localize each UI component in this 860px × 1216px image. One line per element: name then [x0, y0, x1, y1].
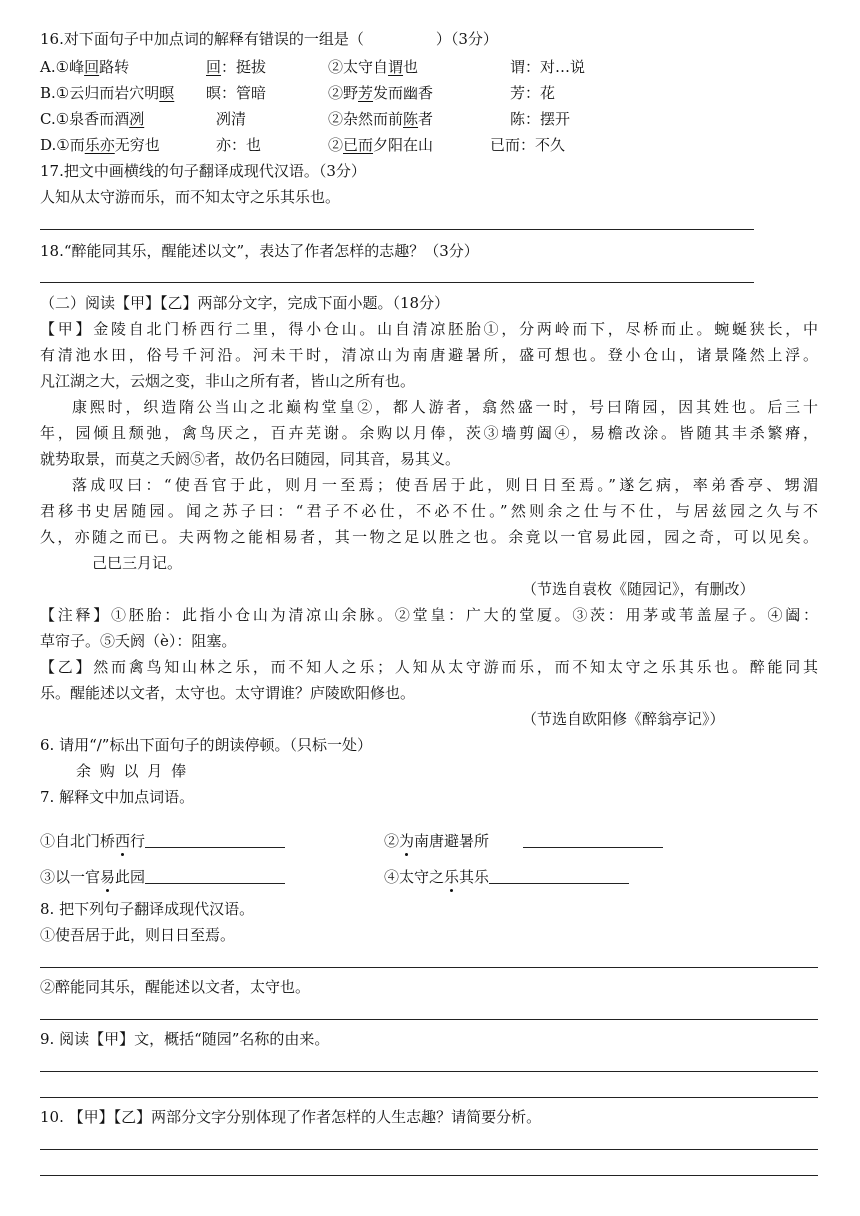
- option-text: 路转: [99, 58, 130, 76]
- q7-answer-blank-3[interactable]: [145, 867, 285, 884]
- dotted-word: 西: [115, 832, 131, 850]
- underlined-word: 暝: [159, 84, 175, 102]
- passage-line: 康熙时，织造隋公当山之北巅构堂皇②，都人游者，翕然盛一时，号曰隋园，因其姓也。后三十: [72, 398, 818, 416]
- passage-date: 己巳三月记。: [92, 554, 183, 572]
- q8-sentence-2: ②醉能同其乐，醒能述以文者，太守也。: [40, 978, 311, 996]
- q16-a-e2: [510, 56, 585, 77]
- notes-line: 【注释】①胚胎：此指小仓山为清凉山余脉。②堂皇：广大的堂厦。③茨：用茅或苇盖屋子。④阖：: [40, 606, 818, 624]
- gloss-text: ：也: [231, 136, 262, 154]
- q7-item-1: [40, 830, 285, 851]
- gloss-word: 陈: [510, 110, 526, 128]
- dotted-word: 为: [399, 832, 415, 850]
- passage-line: 凡江湖之大，云烟之变，非山之所有者，皆山之所有也。: [40, 372, 416, 390]
- q16-stem-score: ）（3分）: [435, 30, 498, 48]
- q7-item-text: 其乐: [459, 868, 490, 886]
- option-text: 峰: [69, 58, 85, 76]
- passage-line: 就势取景，而莫之夭阏⑤者，故仍名曰随园，同其音，易其义。: [40, 450, 461, 468]
- passage-line: 年，园倾且颓弛，禽鸟厌之，百卉芜谢。余购以月俸，茨③墙剪阖④，易檐改涂。皆随其丰杀繁瘠，: [40, 424, 818, 442]
- q16-stem-text: 16.对下面句子中加点词的解释有错误的一组是（: [40, 30, 364, 48]
- gloss-text: ：摆开: [525, 110, 571, 128]
- q16-c-e1: [216, 108, 246, 129]
- passage-line: 君移书史居随园。闻之苏子曰：“君子不必仕，不必不仕。”然则余之仕与不仕，与居兹园之久与不: [40, 502, 818, 520]
- q7-stem: 7. 解释文中加点词语。: [40, 788, 195, 806]
- q7-item-text: ④太守之: [384, 868, 445, 886]
- option-text: ②野: [328, 84, 359, 102]
- q7-item-text: ③以一官: [40, 868, 101, 886]
- q16-b-s2: [328, 82, 433, 103]
- q16-c-s2: [328, 108, 433, 129]
- q10-answer-line-1[interactable]: [40, 1149, 818, 1150]
- q16-c-s1: [40, 108, 144, 129]
- underlined-word: 乐亦: [84, 136, 115, 154]
- q16-d-s2: [328, 134, 433, 155]
- gloss-word: 亦: [216, 136, 232, 154]
- q7-item-text: ②: [384, 832, 400, 850]
- q16-b-s1: [40, 82, 174, 103]
- q10-answer-line-2[interactable]: [40, 1175, 818, 1176]
- underlined-word: 芳: [358, 84, 374, 102]
- gloss-word: 芳: [510, 84, 526, 102]
- underlined-word: 冽: [129, 110, 145, 128]
- passage-line: 【乙】然而禽鸟知山林之乐，而不知人之乐；人知从太守游而乐，而不知太守之乐其乐也。醉能同其: [40, 658, 818, 676]
- option-text: 泉香而酒: [69, 110, 130, 128]
- q17-answer-line[interactable]: [40, 229, 754, 230]
- q8-stem: 8. 把下列句子翻译成现代汉语。: [40, 900, 255, 918]
- option-text: 无穷也: [114, 136, 160, 154]
- option-text: 而: [69, 136, 85, 154]
- q7-item-text: 行: [130, 832, 146, 850]
- passage-line: 久，亦随之而已。夫两物之能相易者，其一物之足以胜之也。余竟以一官易此园，园之奇，可以见矣。: [40, 528, 818, 546]
- option-text: ②: [328, 136, 344, 154]
- q9-answer-line-1[interactable]: [40, 1071, 818, 1072]
- q16-a-e1: [206, 56, 266, 77]
- option-text: 也: [403, 58, 419, 76]
- dotted-word: 乐: [444, 868, 460, 886]
- option-label: A.①: [40, 58, 70, 76]
- q16-d-e1: [216, 134, 261, 155]
- gloss-word: 冽清: [216, 110, 247, 128]
- q7-answer-blank-1[interactable]: [145, 831, 285, 848]
- q9-stem: 9. 阅读【甲】文，概括“随园”名称的由来。: [40, 1030, 330, 1048]
- gloss-text: ：花: [525, 84, 556, 102]
- gloss-word: 已而: [490, 136, 521, 154]
- gloss-text: ：对…说: [525, 58, 586, 76]
- underlined-word: 回: [84, 58, 100, 76]
- passage-line: 落成叹曰：“使吾官于此，则月一至焉；使吾居于此，则日日至焉。”遂乞病，率弟香亭、甥湄: [72, 476, 818, 494]
- q7-item-2: [384, 830, 663, 851]
- q18-stem: 18.“醉能同其乐，醒能述以文”，表达了作者怎样的志趣？（3分）: [40, 242, 479, 260]
- passage-line: 有清池水田，俗号千河沿。河未干时，清凉山为南唐避暑所，盛可想也。登小仓山，诸景隆然上浮。: [40, 346, 818, 364]
- dotted-word: 易: [100, 868, 116, 886]
- option-label: D.①: [40, 136, 70, 154]
- q8-answer-line-2[interactable]: [40, 1019, 818, 1020]
- gloss-word: 回: [206, 58, 222, 76]
- gloss-word: 谓: [510, 58, 526, 76]
- option-text: 发而幽香: [373, 84, 434, 102]
- q16-b-e1: [206, 82, 266, 103]
- underlined-word: 已而: [343, 136, 374, 154]
- q16-stem: [40, 28, 498, 50]
- q6-stem: 6. 请用“/”标出下面句子的朗读停顿。（只标一处）: [40, 736, 372, 754]
- section2-heading: （二）阅读【甲】【乙】两部分文字，完成下面小题。（18分）: [40, 294, 450, 312]
- q7-item-4: [384, 866, 629, 887]
- q16-d-e2: [490, 134, 565, 155]
- underlined-word: 谓: [388, 58, 404, 76]
- gloss-word: 暝: [206, 84, 222, 102]
- passage-line: 【甲】金陵自北门桥西行二里，得小仓山。山自清凉胚胎①，分两岭而下，尽桥而止。蜿蜒狭长，中: [40, 320, 818, 338]
- gloss-text: ：挺拔: [221, 58, 267, 76]
- option-label: B.①: [40, 84, 70, 102]
- option-text: 夕阳在山: [373, 136, 434, 154]
- underlined-word: 陈: [403, 110, 419, 128]
- notes-line: 草帘子。⑤夭阏（è）：阻塞。: [40, 632, 237, 650]
- q17-sentence: 人知从太守游而乐，而不知太守之乐其乐也。: [40, 188, 341, 206]
- gloss-text: ：管暗: [221, 84, 267, 102]
- q7-item-3: [40, 866, 285, 887]
- q16-d-s1: [40, 134, 160, 155]
- q16-a-s2: [328, 56, 418, 77]
- q9-answer-line-2[interactable]: [40, 1097, 818, 1098]
- q7-item-text: ①自北门桥: [40, 832, 116, 850]
- gloss-text: ：不久: [520, 136, 566, 154]
- q8-sentence-1: ①使吾居于此，则日日至焉。: [40, 926, 236, 944]
- q16-b-e2: [510, 82, 555, 103]
- q10-stem: 10. 【甲】【乙】两部分文字分别体现了作者怎样的人生志趣？请简要分析。: [40, 1108, 542, 1126]
- q16-a-s1: [40, 56, 129, 77]
- q18-answer-line[interactable]: [40, 282, 754, 283]
- option-text: ②杂然而前: [328, 110, 404, 128]
- q7-answer-blank-2[interactable]: [523, 831, 663, 848]
- q16-c-e2: [510, 108, 570, 129]
- q17-stem: 17.把文中画横线的句子翻译成现代汉语。（3分）: [40, 162, 366, 180]
- option-text: 云归而岩穴明: [69, 84, 160, 102]
- q7-answer-blank-4[interactable]: [489, 867, 629, 884]
- passage-yi-source: （节选自欧阳修《醉翁亭记》）: [522, 710, 725, 728]
- q8-answer-line-1[interactable]: [40, 967, 818, 968]
- q7-item-text: 此园: [115, 868, 146, 886]
- option-label: C.①: [40, 110, 70, 128]
- q6-sentence[interactable]: 余 购 以 月 俸: [76, 762, 189, 780]
- option-text: 者: [418, 110, 434, 128]
- q7-item-text: 南唐避暑所: [414, 832, 490, 850]
- option-text: ②太守自: [328, 58, 389, 76]
- passage-jia-source: （节选自袁枚《随园记》，有删改）: [522, 580, 755, 598]
- passage-line: 乐。醒能述以文者，太守也。太守谓谁？庐陵欧阳修也。: [40, 684, 416, 702]
